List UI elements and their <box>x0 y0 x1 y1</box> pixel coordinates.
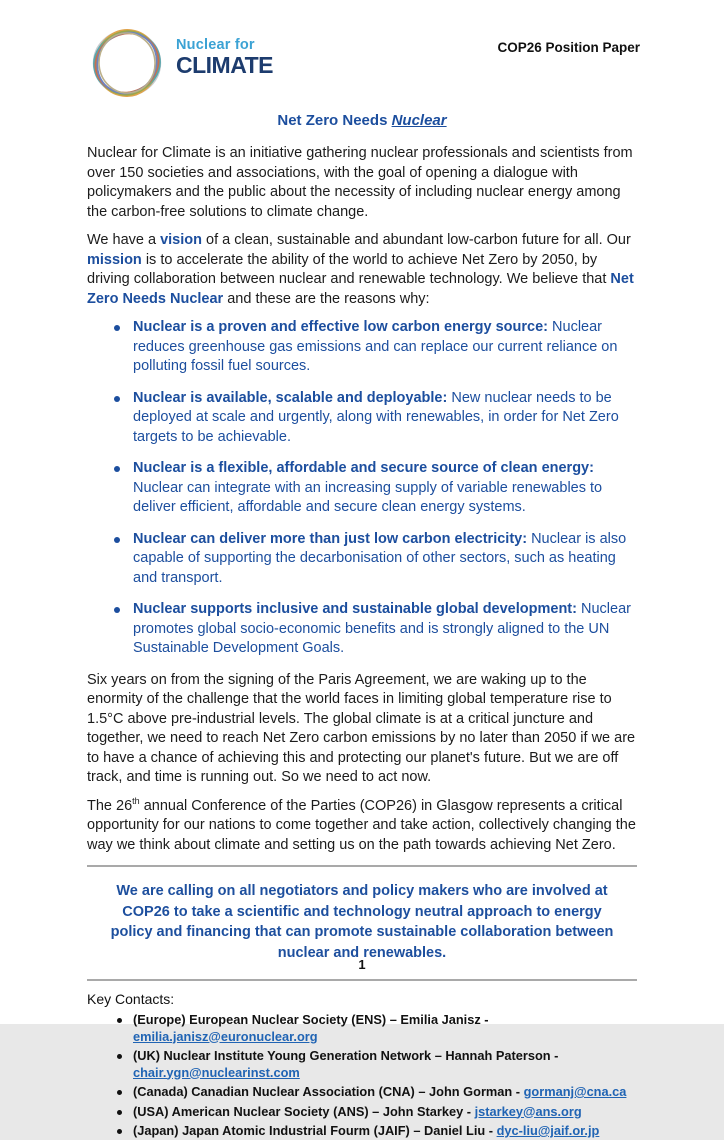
logo-line2: CLIMATE <box>176 51 274 78</box>
p2-text-3: is to accelerate the ability of the world to achieve Net Zero by 2050, by driving collaboration between nuclear and renewable technology. We believe that <box>87 251 611 287</box>
list-item <box>87 530 637 589</box>
bullet-dot-icon <box>117 1110 122 1115</box>
bullet-lead: Nuclear supports inclusive and sustainable global development: <box>133 601 577 617</box>
bullet-dot-icon <box>114 537 120 543</box>
contact-label: (Europe) European Nuclear Society (ENS) – Emilia Janisz - <box>133 1012 489 1027</box>
bullet-text: Nuclear can integrate with an increasing supply of variable renewables to deliver efficient, affordable and secure clean energy systems. <box>133 479 603 515</box>
bullet-dot-icon <box>117 1129 122 1134</box>
key-contacts-section <box>87 991 637 1140</box>
paris-agreement-paragraph: Six years on from the signing of the Paris Agreement, we are waking up to the enormity of the challenge that the world faces in limiting global temperature rise to 1.5°C above pre-industrial levels. The global climate is at a critical juncture and together, we need to reach Net Zero carbon emissions by no later than 2050 if we are to have a chance of achieving this and protecting our planet's future. But we are off track, and time is running out. So we need to act now. <box>87 671 636 785</box>
p4-text-1: The 26 <box>87 797 133 814</box>
page-number: 1 <box>358 957 366 972</box>
nuclear-for-climate-logo <box>85 22 273 104</box>
bullet-dot-icon <box>117 1090 122 1095</box>
bullet-text: New nuclear needs to be deployed at scale and urgently, along with renewables, in order for Net Zero targets to be achievable. <box>133 389 619 445</box>
bullet-lead: Nuclear is a flexible, affordable and secure source of clean energy: <box>133 460 594 476</box>
bullet-dot-icon <box>114 396 120 402</box>
bullet-dot-icon <box>114 466 120 472</box>
list-item <box>87 318 637 377</box>
contact-label: (UK) Nuclear Institute Young Generation Network – Hannah Paterson - <box>133 1048 559 1063</box>
list-item <box>87 600 637 659</box>
list-item <box>87 1104 637 1121</box>
contact-list <box>87 1012 637 1140</box>
contact-label: (Japan) Japan Atomic Industrial Fourm (JAIF) – Daniel Liu - <box>133 1123 497 1138</box>
list-item <box>87 459 637 518</box>
contact-email-link[interactable]: chair.ygn@nuclearinst.com <box>133 1064 300 1080</box>
contact-label: (Canada) Canadian Nuclear Association (CNA) – John Gorman - <box>133 1084 524 1099</box>
list-item <box>87 1012 637 1045</box>
cop26-paragraph <box>87 797 637 856</box>
p2-text-1: We have a <box>87 232 161 248</box>
vision-keyword: vision <box>160 232 202 248</box>
bullet-dot-icon <box>114 325 120 331</box>
bullet-text: Nuclear is also capable of supporting the decarbonisation of other sectors, such as heating and transport. <box>133 530 627 586</box>
list-item <box>87 389 637 448</box>
document-body <box>0 112 724 1140</box>
bullet-lead: Nuclear is a proven and effective low carbon energy source: <box>133 319 548 335</box>
page-title <box>87 112 637 129</box>
p2-text-2: of a clean, sustainable and abundant low-carbon future for all. Our <box>202 232 631 248</box>
document-label: COP26 Position Paper <box>497 40 640 55</box>
divider <box>87 979 637 981</box>
key-contacts-heading: Key Contacts: <box>87 991 175 1007</box>
call-to-action-statement: We are calling on all negotiators and policy makers who are involved at COP26 to take a scientific and technology neutral approach to energy policy and financing that can promote sustainable collaboration between nuclear and renewables. <box>110 883 614 961</box>
intro-paragraph: Nuclear for Climate is an initiative gathering nuclear professionals and scientists from over 150 societies and associations, with the goal of opening a dialogue with policymakers and the public about the necessity of including nuclear energy among the carbon-free solutions to climate change. <box>87 145 633 220</box>
bullet-text: Nuclear reduces greenhouse gas emissions and can replace our current reliance on polluting fossil fuel sources. <box>133 319 618 374</box>
p4-text-2: annual Conference of the Parties (COP26) in Glasgow represents a critical opportunity for our nations to come together and take action, collectively changing the way we think about climate and setting us on the path towards achieving Net Zero. <box>87 797 636 853</box>
page-header <box>0 0 724 112</box>
bullet-text: Nuclear promotes global socio-economic benefits and is strongly aligned to the UN Sustainable Development Goals. <box>133 601 631 656</box>
page-title-prefix: Net Zero Needs <box>277 112 392 129</box>
bullet-lead: Nuclear can deliver more than just low carbon electricity: <box>133 530 528 547</box>
mission-keyword: mission <box>87 251 142 268</box>
bullet-dot-icon <box>117 1018 122 1023</box>
page-title-emphasis: Nuclear <box>391 112 447 129</box>
contact-email-link[interactable]: gormanj@cna.ca <box>523 1084 627 1099</box>
logo-line1: Nuclear for <box>176 37 255 53</box>
list-item <box>87 1084 637 1101</box>
contact-label: (USA) American Nuclear Society (ANS) – John Starkey - <box>133 1103 475 1119</box>
vision-mission-paragraph <box>87 231 637 309</box>
logo-ring-icon <box>85 22 169 104</box>
contact-email-link[interactable]: jstarkey@ans.org <box>474 1103 582 1119</box>
bullet-dot-icon <box>114 607 120 613</box>
divider <box>87 865 637 867</box>
p2-text-4: and these are the reasons why: <box>223 290 430 307</box>
list-item <box>87 1048 637 1081</box>
bullet-lead: Nuclear is available, scalable and deployable: <box>133 389 448 406</box>
ordinal-superscript: th <box>132 795 140 806</box>
contact-email-link[interactable]: emilia.janisz@euronuclear.org <box>133 1028 318 1044</box>
reasons-bullet-list <box>87 318 637 659</box>
contact-email-link[interactable]: dyc-liu@jaif.or.jp <box>496 1123 600 1138</box>
logo-wordmark <box>176 38 273 77</box>
list-item <box>87 1123 637 1140</box>
bullet-dot-icon <box>117 1054 122 1059</box>
net-zero-needs-nuclear-keyword: Net Zero Needs Nuclear <box>87 271 634 307</box>
